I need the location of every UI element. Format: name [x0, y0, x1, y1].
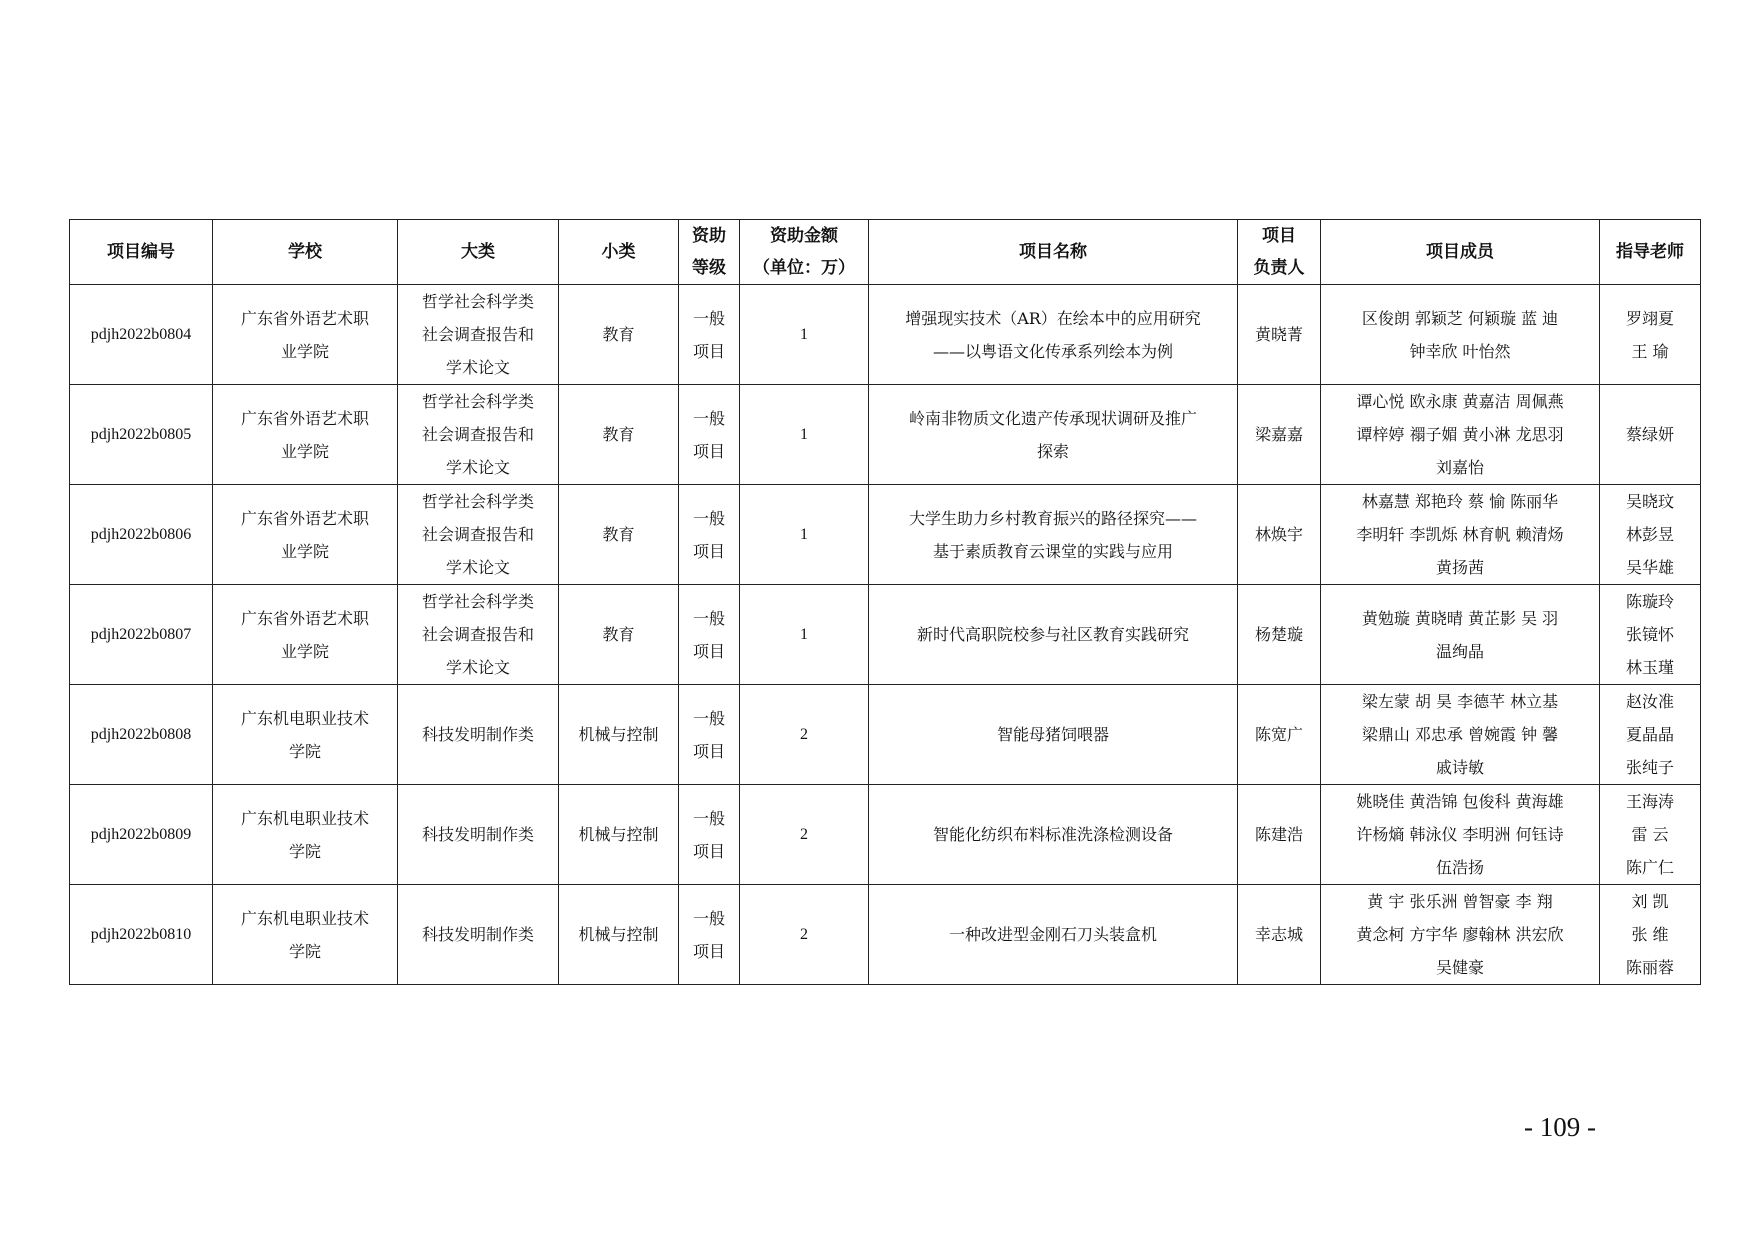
- project-name: 智能母猪饲喂器: [869, 685, 1238, 785]
- school: 广东省外语艺术职 业学院: [213, 585, 398, 685]
- project-name: 增强现实技术（AR）在绘本中的应用研究 ——以粤语文化传承系列绘本为例: [869, 285, 1238, 385]
- school: 广东省外语艺术职 业学院: [213, 385, 398, 485]
- project-id: pdjh2022b0808: [70, 685, 213, 785]
- funding-amount: 1: [740, 385, 869, 485]
- school: 广东机电职业技术 学院: [213, 685, 398, 785]
- header-members: 项目成员: [1321, 220, 1600, 285]
- funding-level: 一般 项目: [679, 685, 740, 785]
- project-table: [69, 219, 1701, 985]
- header-advisors: 指导老师: [1600, 220, 1701, 285]
- category: 哲学社会科学类 社会调查报告和 学术论文: [398, 485, 559, 585]
- header-category: 大类: [398, 220, 559, 285]
- school: 广东机电职业技术 学院: [213, 885, 398, 985]
- project-id: pdjh2022b0804: [70, 285, 213, 385]
- advisors: 赵汝准 夏晶晶 张纯子: [1600, 685, 1701, 785]
- project-leader: 陈宽广: [1238, 685, 1321, 785]
- table-row: [70, 585, 1701, 685]
- header-funding-level: 资助 等级: [679, 220, 740, 285]
- advisors: 王海涛 雷 云 陈广仁: [1600, 785, 1701, 885]
- funding-level: 一般 项目: [679, 785, 740, 885]
- project-name: 新时代高职院校参与社区教育实践研究: [869, 585, 1238, 685]
- category: 哲学社会科学类 社会调查报告和 学术论文: [398, 385, 559, 485]
- funding-amount: 1: [740, 485, 869, 585]
- project-members: 区俊朗 郭颖芝 何颖璇 蓝 迪 钟幸欣 叶怡然: [1321, 285, 1600, 385]
- subcategory: 机械与控制: [559, 885, 679, 985]
- funding-level: 一般 项目: [679, 385, 740, 485]
- project-id: pdjh2022b0807: [70, 585, 213, 685]
- advisors: 吴晓玟 林彭昱 吴华雄: [1600, 485, 1701, 585]
- project-leader: 陈建浩: [1238, 785, 1321, 885]
- subcategory: 教育: [559, 585, 679, 685]
- school: 广东省外语艺术职 业学院: [213, 485, 398, 585]
- header-leader: 项目 负责人: [1238, 220, 1321, 285]
- funding-level: 一般 项目: [679, 885, 740, 985]
- project-name: 大学生助力乡村教育振兴的路径探究—— 基于素质教育云课堂的实践与应用: [869, 485, 1238, 585]
- category: 科技发明制作类: [398, 685, 559, 785]
- project-id: pdjh2022b0806: [70, 485, 213, 585]
- project-id: pdjh2022b0805: [70, 385, 213, 485]
- category: 哲学社会科学类 社会调查报告和 学术论文: [398, 585, 559, 685]
- category: 科技发明制作类: [398, 885, 559, 985]
- advisors: 蔡绿妍: [1600, 385, 1701, 485]
- subcategory: 机械与控制: [559, 685, 679, 785]
- subcategory: 教育: [559, 285, 679, 385]
- project-id: pdjh2022b0809: [70, 785, 213, 885]
- project-name: 智能化纺织布料标准洗涤检测设备: [869, 785, 1238, 885]
- project-leader: 梁嘉嘉: [1238, 385, 1321, 485]
- header-project-name: 项目名称: [869, 220, 1238, 285]
- advisors: 罗翊夏 王 瑜: [1600, 285, 1701, 385]
- header-subcategory: 小类: [559, 220, 679, 285]
- table-row: [70, 885, 1701, 985]
- project-name: 一种改进型金刚石刀头装盒机: [869, 885, 1238, 985]
- project-members: 姚晓佳 黄浩锦 包俊科 黄海雄 许杨熵 韩泳仪 李明洲 何钰诗 伍浩扬: [1321, 785, 1600, 885]
- project-members: 林嘉慧 郑艳玲 蔡 愉 陈丽华 李明轩 李凯烁 林育帆 赖清炀 黄扬茜: [1321, 485, 1600, 585]
- subcategory: 机械与控制: [559, 785, 679, 885]
- project-members: 谭心悦 欧永康 黄嘉洁 周佩燕 谭梓婷 禤子媚 黄小淋 龙思羽 刘嘉怡: [1321, 385, 1600, 485]
- header-project-id: 项目编号: [70, 220, 213, 285]
- table-row: [70, 685, 1701, 785]
- school: 广东省外语艺术职 业学院: [213, 285, 398, 385]
- funding-level: 一般 项目: [679, 485, 740, 585]
- table-row: [70, 385, 1701, 485]
- project-leader: 幸志城: [1238, 885, 1321, 985]
- project-members: 黄 宇 张乐洲 曾智豪 李 翔 黄念柯 方宇华 廖翰林 洪宏欣 吴健豪: [1321, 885, 1600, 985]
- page-number: - 109 -: [1524, 1112, 1596, 1142]
- category: 科技发明制作类: [398, 785, 559, 885]
- header-row: [70, 220, 1701, 285]
- advisors: 刘 凯 张 维 陈丽蓉: [1600, 885, 1701, 985]
- project-name: 岭南非物质文化遗产传承现状调研及推广 探索: [869, 385, 1238, 485]
- subcategory: 教育: [559, 385, 679, 485]
- funding-amount: 1: [740, 585, 869, 685]
- project-leader: 林焕宇: [1238, 485, 1321, 585]
- advisors: 陈璇玲 张镜怀 林玉瑾: [1600, 585, 1701, 685]
- funding-amount: 2: [740, 785, 869, 885]
- school: 广东机电职业技术 学院: [213, 785, 398, 885]
- funding-amount: 1: [740, 285, 869, 385]
- table-row: [70, 785, 1701, 885]
- header-school: 学校: [213, 220, 398, 285]
- project-members: 黄勉璇 黄晓晴 黄芷影 吴 羽 温绚晶: [1321, 585, 1600, 685]
- funding-level: 一般 项目: [679, 585, 740, 685]
- project-id: pdjh2022b0810: [70, 885, 213, 985]
- category: 哲学社会科学类 社会调查报告和 学术论文: [398, 285, 559, 385]
- header-funding-amount: 资助金额 （单位：万）: [740, 220, 869, 285]
- table-row: [70, 485, 1701, 585]
- funding-amount: 2: [740, 885, 869, 985]
- table-row: [70, 285, 1701, 385]
- project-leader: 杨楚璇: [1238, 585, 1321, 685]
- project-leader: 黄晓菁: [1238, 285, 1321, 385]
- subcategory: 教育: [559, 485, 679, 585]
- funding-amount: 2: [740, 685, 869, 785]
- project-members: 梁左蒙 胡 昊 李德芊 林立基 梁鼎山 邓忠承 曾婉霞 钟 馨 戚诗敏: [1321, 685, 1600, 785]
- funding-level: 一般 项目: [679, 285, 740, 385]
